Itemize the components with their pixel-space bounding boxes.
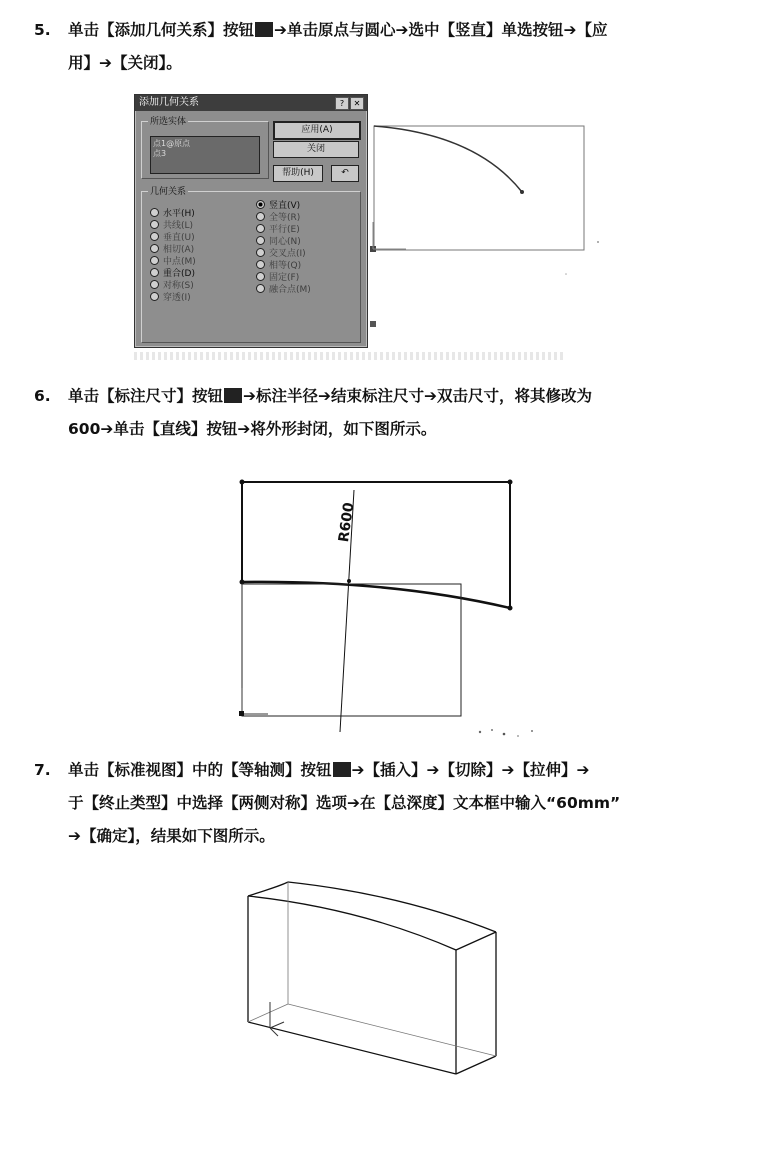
noise-dot [503, 733, 506, 736]
top-face-back-edge [248, 882, 288, 896]
radio-perpendicular[interactable] [150, 232, 195, 244]
step-text: 单击【标准视图】中的【等轴测】按钮 [68, 761, 332, 779]
radio-label: 相等(Q) [269, 261, 302, 271]
radio-icon [150, 268, 159, 277]
step-text: ➔【插入】➔【切除】➔【拉伸】➔ [351, 761, 590, 779]
radio-tangent[interactable] [150, 244, 194, 256]
radio-icon [256, 248, 265, 257]
dialog-title: 添加几何关系 [139, 97, 199, 108]
radio-label: 对称(S) [163, 281, 194, 291]
step-number: 7. [34, 761, 51, 779]
noise-dot [565, 273, 567, 275]
radio-label: 融合点(M) [269, 285, 311, 295]
vertex-point [240, 480, 245, 485]
radio-vertical[interactable] [256, 200, 300, 212]
help-button[interactable]: 帮助(H) [273, 165, 323, 182]
radio-icon [256, 212, 265, 221]
origin-point [239, 711, 244, 716]
entities-list[interactable] [150, 136, 260, 174]
radio-merge[interactable] [256, 284, 311, 296]
radio-equal[interactable] [256, 260, 301, 272]
step-text: 单击【标注尺寸】按钮 [68, 387, 224, 405]
isometric-view-icon [333, 762, 351, 777]
list-item[interactable]: 点1@原点 [153, 139, 191, 148]
radio-icon [150, 220, 159, 229]
close-icon[interactable]: ✕ [350, 97, 364, 110]
radio-symmetric[interactable] [150, 280, 194, 292]
group-label: 所选实体 [148, 114, 188, 127]
sketch-closed-profile [230, 470, 530, 740]
front-right-edge-top [456, 932, 496, 950]
radius-dimension-label: R600 [336, 501, 358, 544]
radio-coincident[interactable] [150, 268, 195, 280]
close-button[interactable]: 关闭 [273, 141, 359, 158]
radio-collinear[interactable] [150, 220, 193, 232]
help-icon[interactable]: ? [335, 97, 349, 110]
step-text: ➔【确定】，结果如下图所示。 [68, 827, 275, 845]
step-text: 用】➔【关闭】。 [68, 54, 182, 72]
radio-icon [150, 256, 159, 265]
radio-label: 竖直(V) [269, 201, 301, 211]
radio-label: 相切(A) [163, 245, 195, 255]
arc-endpoint [520, 190, 524, 194]
radio-selected-icon [256, 200, 265, 209]
radio-label: 共线(L) [163, 221, 194, 231]
scan-noise [470, 722, 550, 742]
apply-button[interactable]: 应用(A) [273, 121, 361, 140]
radio-icon [256, 236, 265, 245]
radio-icon [256, 260, 265, 269]
radio-concentric[interactable] [256, 236, 301, 248]
radio-midpoint[interactable] [150, 256, 196, 268]
step-text: 单击【添加几何关系】按钮 [68, 21, 255, 39]
center-point [370, 321, 376, 327]
relations-group [141, 187, 361, 343]
radio-label: 同心(N) [269, 237, 301, 247]
radio-icon [256, 224, 265, 233]
radio-icon [150, 208, 159, 217]
radio-equal-curve[interactable] [256, 212, 300, 224]
radio-label: 水平(H) [163, 209, 195, 219]
selected-entities-group [141, 117, 269, 179]
radio-horizontal[interactable] [150, 208, 195, 220]
profile-arc [242, 582, 510, 608]
isometric-solid [240, 870, 510, 1090]
step-number: 5. [34, 21, 51, 39]
radio-label: 穿透(I) [163, 293, 191, 303]
right-bottom-edge [456, 1056, 496, 1074]
radio-label: 全等(R) [269, 213, 301, 223]
blurred-caption [134, 352, 566, 360]
radio-icon [150, 292, 159, 301]
vertex-point [508, 606, 513, 611]
list-item[interactable]: 点3 [153, 149, 167, 158]
radio-fixed[interactable] [256, 272, 299, 284]
add-relation-dialog [134, 94, 368, 348]
step-text: 于【终止类型】中选择【两侧对称】选项➔在【总深度】文本框中输入“60mm” [68, 794, 621, 812]
reference-rectangle [242, 584, 461, 716]
radio-icon [150, 244, 159, 253]
noise-dot [479, 731, 481, 733]
sketch-viewport-arc [366, 94, 606, 356]
radio-label: 平行(E) [269, 225, 300, 235]
hidden-left-bottom-edge [248, 1004, 288, 1022]
arc-midpoint [347, 579, 351, 583]
undo-button[interactable]: ↶ [331, 165, 359, 182]
noise-dot [517, 735, 519, 737]
group-label: 几何关系 [148, 184, 188, 197]
radio-label: 中点(M) [163, 257, 196, 267]
noise-dot [597, 241, 599, 243]
radio-label: 交叉点(I) [269, 249, 306, 259]
dialog-titlebar [135, 95, 367, 111]
top-face-arc-front [248, 896, 456, 950]
noise-dot [531, 730, 533, 732]
radio-parallel[interactable] [256, 224, 300, 236]
x-axis-arrow [270, 1022, 284, 1028]
sketch-arc [374, 126, 522, 192]
add-relation-icon [255, 22, 273, 37]
radio-label: 固定(F) [269, 273, 300, 283]
step-text: 600➔单击【直线】按钮➔将外形封闭，如下图所示。 [68, 420, 437, 438]
radio-pierce[interactable] [150, 292, 191, 304]
step-number: 6. [34, 387, 51, 405]
radio-icon [150, 280, 159, 289]
radio-icon [150, 232, 159, 241]
radio-label: 重合(D) [163, 269, 195, 279]
sketch-rectangle [374, 126, 584, 250]
step-text: ➔标注半径➔结束标注尺寸➔双击尺寸，将其修改为 [243, 387, 592, 405]
vertex-point [508, 480, 513, 485]
front-bottom-edge [248, 1022, 456, 1074]
hidden-back-bottom-edge [288, 1004, 496, 1056]
radio-label: 垂直(U) [163, 233, 195, 243]
radio-intersection[interactable] [256, 248, 306, 260]
noise-dot [491, 729, 493, 731]
radio-icon [256, 284, 265, 293]
step-text: ➔单击原点与圆心➔选中【竖直】单选按钮➔【应 [274, 21, 608, 39]
radio-icon [256, 272, 265, 281]
smart-dimension-icon [224, 388, 242, 403]
